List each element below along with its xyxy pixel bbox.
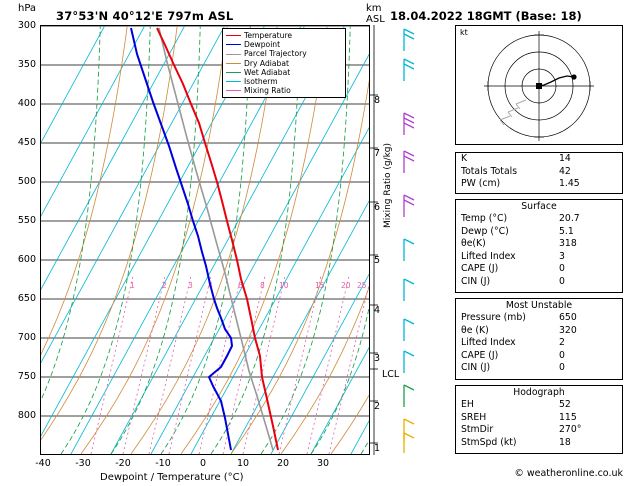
legend-label-isotherm: Isotherm: [244, 77, 278, 87]
mu-label-cin: CIN (J): [461, 362, 491, 374]
copyright-text: © weatheronline.co.uk: [514, 468, 623, 479]
legend-item-wet-adiabat: [226, 68, 342, 77]
index-row-k: [456, 153, 622, 166]
x-axis-title: Dewpoint / Temperature (°C): [100, 472, 244, 483]
mu-value-pressure: 650: [559, 312, 577, 323]
legend-item-dry-adiabat: [226, 59, 342, 68]
ytick-500: 500: [17, 176, 36, 187]
height-axis-asl: ASL: [366, 14, 385, 25]
svg-text:1: 1: [130, 281, 135, 290]
kmtick-3: 3: [374, 353, 381, 364]
mu-row-thetae: [456, 325, 622, 338]
surface-label-temp: Temp (°C): [461, 213, 508, 224]
legend-label-dry-adiabat: Dry Adiabat: [244, 58, 289, 68]
hodo-value-sreh: 115: [559, 411, 577, 423]
hodo-label-stmdir: StmDir: [461, 424, 494, 436]
mu-row-pressure: [456, 312, 622, 325]
mixing-ratio-axis-title: Mixing Ratio (g/kg): [383, 142, 393, 228]
xtick-m40: -40: [35, 458, 51, 469]
index-row-totals: [456, 166, 622, 179]
hodograph-unit-label: kt: [460, 28, 468, 37]
xtick-m10: -10: [155, 458, 171, 469]
indices-box: [455, 152, 623, 194]
index-row-pw: [456, 178, 622, 191]
surface-row-thetae: [456, 238, 622, 251]
surface-label-thetae: θe(K): [461, 238, 486, 250]
legend-swatch-temperature: [226, 35, 241, 36]
pressure-axis-unit: hPa: [18, 3, 37, 14]
xtick-m20: -20: [115, 458, 131, 469]
ytick-600: 600: [17, 254, 36, 265]
mu-label-cape: CAPE (J): [461, 349, 499, 361]
legend-swatch-dry-adiabat: [226, 63, 241, 64]
kmtick-1: 1: [374, 443, 381, 454]
surface-value-dewp: 5.1: [559, 225, 574, 237]
legend-item-parcel: [226, 49, 342, 58]
ytick-450: 450: [17, 137, 36, 148]
mu-value-thetae: 320: [559, 324, 577, 336]
surface-row-dewp: [456, 226, 622, 239]
legend-label-mixing-ratio: Mixing Ratio: [244, 86, 291, 96]
mu-label-thetae: θe (K): [461, 324, 489, 336]
index-value-totals: 42: [559, 165, 571, 177]
ytick-800: 800: [17, 410, 36, 421]
legend-item-isotherm: [226, 77, 342, 86]
legend-swatch-wet-adiabat: [226, 72, 241, 73]
legend-swatch-isotherm: [226, 81, 241, 82]
height-axis-unit: km: [366, 3, 382, 14]
xtick-10: 10: [236, 458, 250, 469]
kmtick-4: 4: [374, 305, 381, 316]
legend-swatch-parcel: [226, 54, 241, 55]
surface-label-cape: CAPE (J): [461, 263, 499, 275]
hodo-label-eh: EH: [461, 399, 474, 410]
surface-row-li: [456, 251, 622, 264]
svg-text:4: 4: [208, 281, 213, 290]
svg-text:6: 6: [238, 281, 243, 290]
kmtick-6: 6: [374, 202, 381, 213]
mu-row-li: [456, 337, 622, 350]
mu-value-li: 2: [559, 337, 565, 349]
index-label-pw: PW (cm): [461, 178, 501, 190]
surface-row-cin: [456, 276, 622, 289]
legend-label-temperature: Temperature: [244, 31, 293, 40]
hodo-value-eh: 52: [559, 399, 571, 410]
kmtick-5: 5: [374, 255, 381, 266]
chart-legend: [222, 28, 346, 98]
svg-text:8: 8: [260, 281, 265, 290]
hodograph-plot: [455, 25, 623, 145]
surface-value-cin: 0: [559, 275, 565, 287]
legend-label-wet-adiabat: Wet Adiabat: [244, 67, 291, 77]
svg-text:20: 20: [341, 281, 351, 290]
svg-text:3: 3: [188, 281, 193, 290]
surface-label-cin: CIN (J): [461, 275, 491, 287]
hodo-value-stmspd: 18: [559, 436, 571, 448]
surface-row-temp: [456, 213, 622, 226]
hodo-row-eh: [456, 399, 622, 412]
ytick-350: 350: [17, 59, 36, 70]
kmtick-2: 2: [374, 401, 381, 412]
legend-label-parcel: Parcel Trajectory: [244, 49, 307, 59]
mu-row-cin: [456, 362, 622, 375]
legend-item-temperature: [226, 31, 342, 40]
mu-label-pressure: Pressure (mb): [461, 312, 526, 323]
mu-row-cape: [456, 350, 622, 363]
xtick-m30: -30: [75, 458, 91, 469]
index-label-k: K: [461, 153, 468, 164]
surface-label-dewp: Dewp (°C): [461, 225, 509, 237]
surface-label-li: Lifted Index: [461, 250, 516, 262]
svg-text:25: 25: [357, 281, 367, 290]
mu-value-cape: 0: [559, 349, 565, 361]
index-value-pw: 1.45: [559, 178, 580, 190]
index-label-totals: Totals Totals: [461, 165, 518, 177]
hodo-value-stmdir: 270°: [559, 424, 582, 436]
index-value-k: 14: [559, 153, 571, 164]
most-unstable-title: Most Unstable: [505, 300, 573, 311]
ytick-300: 300: [17, 20, 36, 31]
xtick-30: 30: [316, 458, 330, 469]
mu-value-cin: 0: [559, 362, 565, 374]
xtick-0: 0: [199, 458, 207, 469]
hodo-label-sreh: SREH: [461, 411, 487, 423]
legend-swatch-mixing-ratio: [226, 90, 241, 91]
ytick-700: 700: [17, 332, 36, 343]
legend-item-mixing-ratio: [226, 86, 342, 95]
hodo-row-sreh: [456, 412, 622, 425]
surface-row-cape: [456, 263, 622, 276]
svg-text:15: 15: [315, 281, 325, 290]
surface-value-cape: 0: [559, 263, 565, 275]
hodograph-stats-box: [455, 385, 623, 454]
surface-title: Surface: [521, 201, 557, 212]
hodo-row-stmspd: [456, 437, 622, 450]
hodograph-stats-title: Hodograph: [513, 387, 565, 398]
mu-label-li: Lifted Index: [461, 337, 516, 349]
datetime-title: 18.04.2022 18GMT (Base: 18): [390, 9, 582, 23]
svg-text:2: 2: [162, 281, 167, 290]
xtick-20: 20: [276, 458, 290, 469]
lcl-label: LCL: [382, 369, 400, 380]
legend-swatch-dewpoint: [226, 44, 241, 45]
surface-value-li: 3: [559, 250, 565, 262]
surface-value-temp: 20.7: [559, 213, 580, 224]
ytick-650: 650: [17, 293, 36, 304]
surface-box: [455, 199, 623, 293]
kmtick-7: 7: [374, 148, 381, 159]
kmtick-8: 8: [374, 95, 381, 106]
ytick-550: 550: [17, 215, 36, 226]
ytick-750: 750: [17, 371, 36, 382]
surface-value-thetae: 318: [559, 238, 577, 250]
ytick-400: 400: [17, 98, 36, 109]
station-title: 37°53'N 40°12'E 797m ASL: [56, 9, 234, 23]
legend-item-dewpoint: [226, 40, 342, 49]
hodo-label-stmspd: StmSpd (kt): [461, 436, 517, 448]
svg-text:10: 10: [279, 281, 289, 290]
most-unstable-box: [455, 298, 623, 380]
hodo-row-stmdir: [456, 424, 622, 437]
legend-label-dewpoint: Dewpoint: [244, 40, 281, 50]
